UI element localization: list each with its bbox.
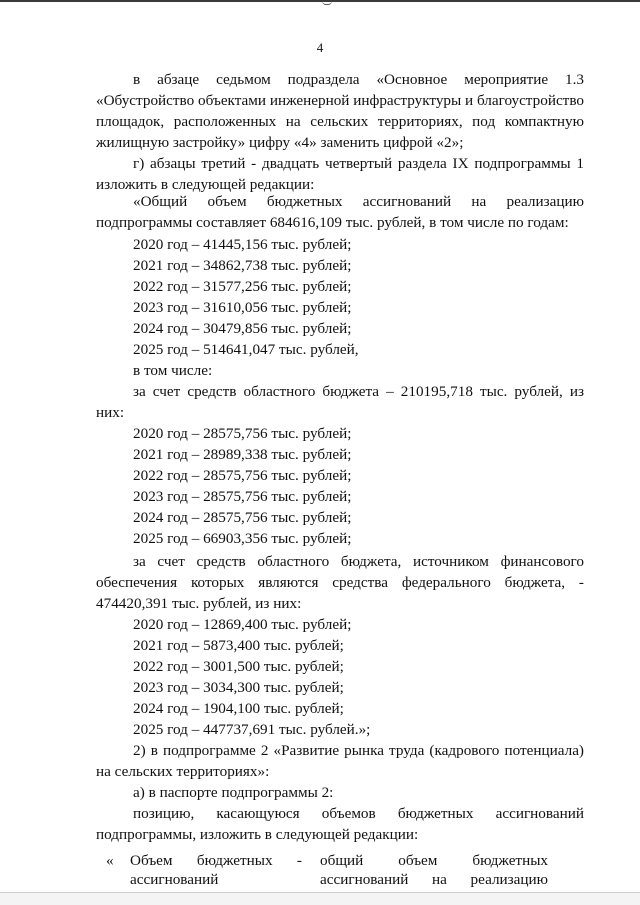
text-line: 2020 год – 28575,756 тыс. рублей; xyxy=(133,425,352,442)
text-line: 2022 год – 31577,256 тыс. рублей; xyxy=(133,278,352,295)
text-line: 2025 год – 514641,047 тыс. рублей, xyxy=(133,341,359,358)
text-line: 474420,391 тыс. рублей, из них: xyxy=(96,595,302,612)
table-cell-left-line: ассигнований xyxy=(130,871,219,888)
text-line: а) в паспорте подпрограммы 2: xyxy=(133,784,334,801)
text-line: 2023 год – 31610,056 тыс. рублей; xyxy=(133,299,352,316)
text-line: «Общий объем бюджетных ассигнований на реализацию xyxy=(133,193,584,210)
text-line: изложить в следующей редакции: xyxy=(96,176,315,193)
text-line: жилищную застройку» цифру «4» заменить цифрой «2»; xyxy=(96,134,464,151)
text-line: 2020 год – 41445,156 тыс. рублей; xyxy=(133,236,352,253)
text-line: в абзаце седьмом подраздела «Основное мероприятие 1.3 xyxy=(133,71,584,88)
text-line: 2025 год – 447737,691 тыс. рублей.»; xyxy=(133,721,371,738)
table-cell-left-line: Объем бюджетных - xyxy=(130,852,302,869)
page-number: 4 xyxy=(316,40,324,55)
text-line: за счет средств областного бюджета, источником финансового xyxy=(133,553,584,570)
text-line: 2021 год – 5873,400 тыс. рублей; xyxy=(133,637,344,654)
scan-top-mark xyxy=(322,0,332,5)
text-line: обеспечения которых являются средства федерального бюджета, - xyxy=(96,574,584,591)
text-line: позицию, касающуюся объемов бюджетных ассигнований xyxy=(133,805,584,822)
text-line: «Обустройство объектами инженерной инфраструктуры и благоустройство xyxy=(96,92,584,109)
text-line: 2020 год – 12869,400 тыс. рублей; xyxy=(133,616,352,633)
text-line: в том числе: xyxy=(133,362,213,379)
scan-top-edge xyxy=(0,0,640,2)
text-line: 2024 год – 1904,100 тыс. рублей; xyxy=(133,700,344,717)
table-cell-right-line: ассигнований на реализацию xyxy=(320,871,548,888)
text-line: за счет средств областного бюджета – 210195,718 тыс. рублей, из xyxy=(133,383,584,400)
text-line: 2021 год – 28989,338 тыс. рублей; xyxy=(133,446,352,463)
text-line: 2023 год – 28575,756 тыс. рублей; xyxy=(133,488,352,505)
text-line: 2024 год – 28575,756 тыс. рублей; xyxy=(133,509,352,526)
text-line: 2) в подпрограмме 2 «Развитие рынка труда (кадрового потенциала) xyxy=(133,742,584,759)
text-line: 2023 год – 3034,300 тыс. рублей; xyxy=(133,679,344,696)
table-open-quote: « xyxy=(106,852,114,869)
text-line: них: xyxy=(96,404,125,421)
text-line: подпрограммы, изложить в следующей редакции: xyxy=(96,826,419,843)
text-line: 2021 год – 34862,738 тыс. рублей; xyxy=(133,257,352,274)
table-cell-right-line: общий объем бюджетных xyxy=(320,852,548,869)
text-line: на сельских территориях»: xyxy=(96,763,270,780)
text-line: 2024 год – 30479,856 тыс. рублей; xyxy=(133,320,352,337)
text-line: 2025 год – 66903,356 тыс. рублей; xyxy=(133,530,352,547)
text-line: 2022 год – 28575,756 тыс. рублей; xyxy=(133,467,352,484)
text-line: площадок, расположенных на сельских территориях, под компактную xyxy=(96,113,584,130)
text-line: г) абзацы третий - двадцать четвертый раздела IX подпрограммы 1 xyxy=(133,155,584,172)
text-line: 2022 год – 3001,500 тыс. рублей; xyxy=(133,658,344,675)
scan-bottom-edge xyxy=(0,893,640,905)
text-line: подпрограммы составляет 684616,109 тыс. рублей, в том числе по годам: xyxy=(96,214,569,231)
